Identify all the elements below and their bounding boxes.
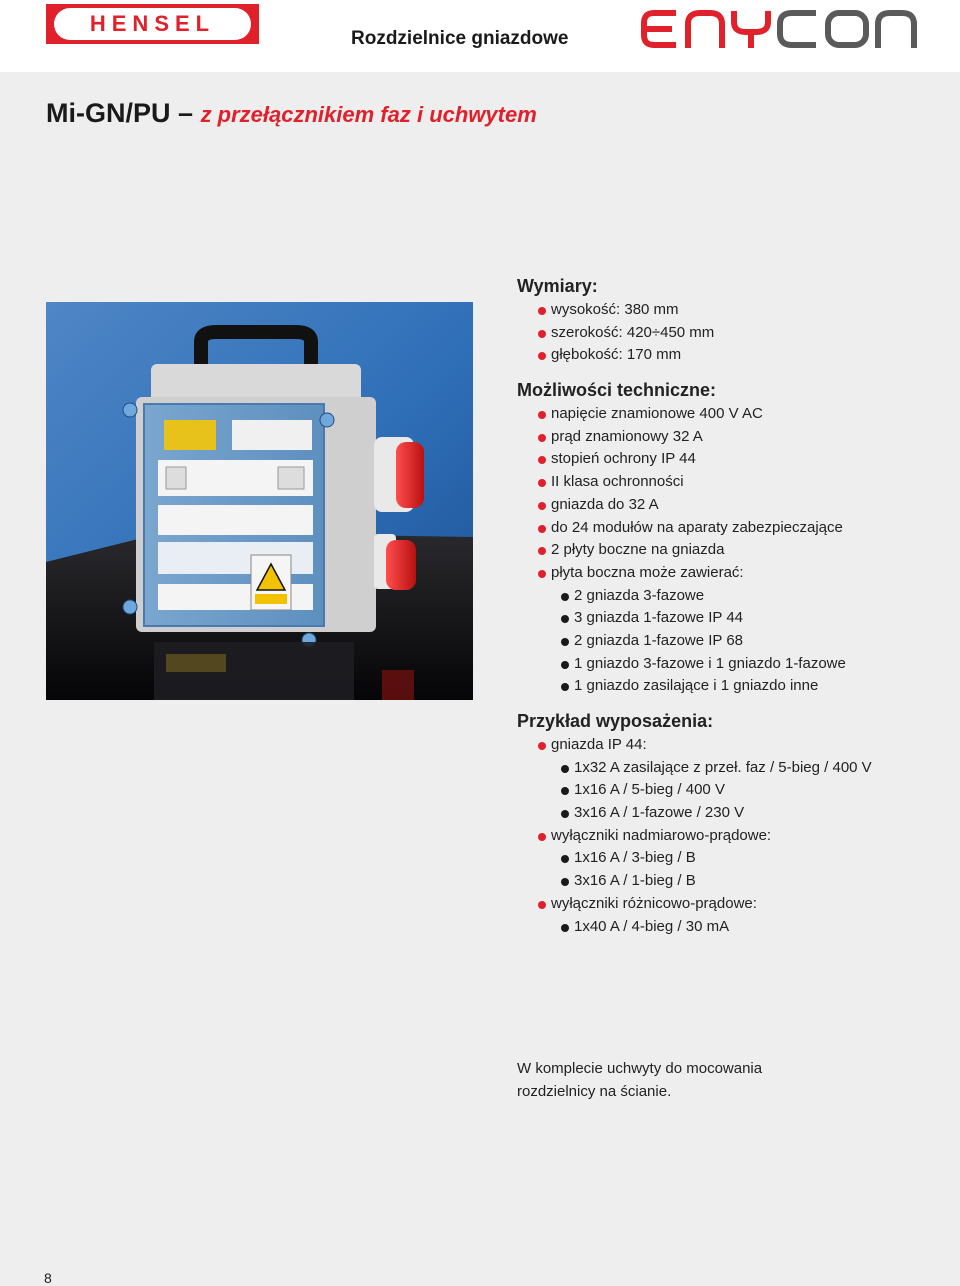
list-item (517, 562, 947, 585)
list-item (517, 426, 947, 449)
list-item-text: stopień ochrony IP 44 (551, 450, 696, 468)
red-bullet-icon (538, 330, 546, 338)
list-item-text: gniazda IP 44: (551, 736, 647, 753)
list-item-text: prąd znamionowy 32 A (551, 427, 703, 445)
list-item (517, 344, 947, 367)
list-item-text: 1x16 A / 5-bieg / 400 V (574, 781, 725, 799)
list-item (517, 607, 947, 630)
list-item-text: 1 gniazdo 3-fazowe i 1 gniazdo 1-fazowe (574, 654, 846, 672)
red-bullet-icon (538, 502, 546, 510)
red-bullet-icon (538, 833, 546, 841)
list-item-text: 2 gniazda 1-fazowe IP 68 (574, 631, 744, 649)
black-bullet-icon (561, 683, 569, 691)
list-item-text: napięcie znamionowe 400 V AC (551, 405, 763, 423)
list-item-text: gniazda do 32 A (551, 495, 659, 513)
list-item-text: 2 gniazda 3-fazowe (574, 586, 705, 604)
list-item-text: 1x40 A / 4-bieg / 30 mA (574, 917, 730, 935)
dimensions-list (517, 299, 947, 367)
page-number: 8 (44, 1270, 52, 1286)
list-item (517, 299, 947, 322)
black-bullet-icon (561, 924, 569, 932)
red-bullet-icon (538, 352, 546, 360)
red-bullet-icon (538, 525, 546, 533)
list-item (517, 471, 947, 494)
list-item (517, 734, 947, 757)
product-model: Mi-GN/PU (46, 98, 171, 128)
red-bullet-icon (538, 479, 546, 487)
equipment-heading: Przykład wyposażenia: (517, 711, 714, 731)
hensel-logo-text: HENSEL (89, 11, 216, 36)
list-item (517, 802, 947, 825)
list-item (517, 675, 947, 698)
black-bullet-icon (561, 855, 569, 863)
list-item (517, 630, 947, 653)
list-item (517, 403, 947, 426)
red-bullet-icon (538, 434, 546, 442)
black-bullet-icon (561, 878, 569, 886)
black-bullet-icon (561, 765, 569, 773)
equipment-list (517, 734, 947, 938)
list-item (517, 893, 947, 916)
black-bullet-icon (561, 661, 569, 669)
enycon-logo (640, 8, 918, 50)
list-item-text: 1x16 A / 3-bieg / B (574, 849, 696, 867)
list-item (517, 916, 947, 939)
black-bullet-icon (561, 615, 569, 623)
technical-heading: Możliwości techniczne: (517, 380, 717, 401)
list-item-text: wyłączniki nadmiarowo-prądowe: (551, 826, 772, 844)
list-item (517, 585, 947, 608)
technical-list (517, 403, 947, 698)
red-bullet-icon (538, 570, 546, 578)
list-item (517, 779, 947, 802)
list-item-text: wyłączniki różnicowo-prądowe: (551, 894, 757, 912)
list-item (517, 322, 947, 345)
red-bullet-icon (538, 901, 546, 909)
header-title: Rozdzielnice gniazdowe (351, 28, 569, 49)
red-bullet-icon (538, 547, 546, 555)
list-item-text: 3x16 A / 1-fazowe / 230 V (574, 804, 745, 822)
black-bullet-icon (561, 638, 569, 646)
mounting-note (517, 1057, 917, 1103)
black-bullet-icon (561, 593, 569, 601)
product-subtitle: z przełącznikiem faz i uchwytem (200, 102, 537, 127)
list-item (517, 870, 947, 893)
list-item-text: 1 gniazdo zasilające i 1 gniazdo inne (574, 677, 819, 695)
list-item-text: 2 płyty boczne na gniazda (551, 541, 725, 559)
list-item-text: płyta boczna może zawierać: (551, 563, 744, 581)
black-bullet-icon (561, 810, 569, 818)
list-item (517, 825, 947, 848)
list-item (517, 653, 947, 676)
list-item (517, 847, 947, 870)
list-item (517, 494, 947, 517)
list-item (517, 448, 947, 471)
list-item (517, 517, 947, 540)
list-item-text: II klasa ochronności (551, 473, 684, 491)
list-item-text: 1x32 A zasilające z przeł. faz / 5-bieg / 400 V (574, 758, 872, 776)
list-item-text: 3x16 A / 1-bieg / B (574, 872, 696, 890)
product-photo (46, 302, 473, 700)
title-dash: – (178, 98, 194, 128)
list-item-text: wysokość: 380 mm (551, 301, 679, 318)
red-bullet-icon (538, 307, 546, 315)
red-bullet-icon (538, 742, 546, 750)
note-line: W komplecie uchwyty do mocowania (517, 1060, 763, 1077)
list-item-text: szerokość: 420÷450 mm (551, 323, 715, 341)
specifications (517, 273, 947, 938)
list-item-text: głębokość: 170 mm (551, 346, 682, 364)
product-title (46, 98, 537, 129)
list-item-text: 3 gniazda 1-fazowe IP 44 (574, 609, 744, 627)
note-line: rozdzielnicy na ścianie. (517, 1083, 672, 1100)
hensel-logo (46, 4, 259, 44)
list-item (517, 757, 947, 780)
header-bar (0, 0, 960, 72)
dimensions-heading: Wymiary: (517, 276, 598, 296)
black-bullet-icon (561, 787, 569, 795)
list-item-text: do 24 modułów na aparaty zabezpieczające (551, 518, 843, 536)
red-bullet-icon (538, 456, 546, 464)
list-item (517, 539, 947, 562)
red-bullet-icon (538, 411, 546, 419)
